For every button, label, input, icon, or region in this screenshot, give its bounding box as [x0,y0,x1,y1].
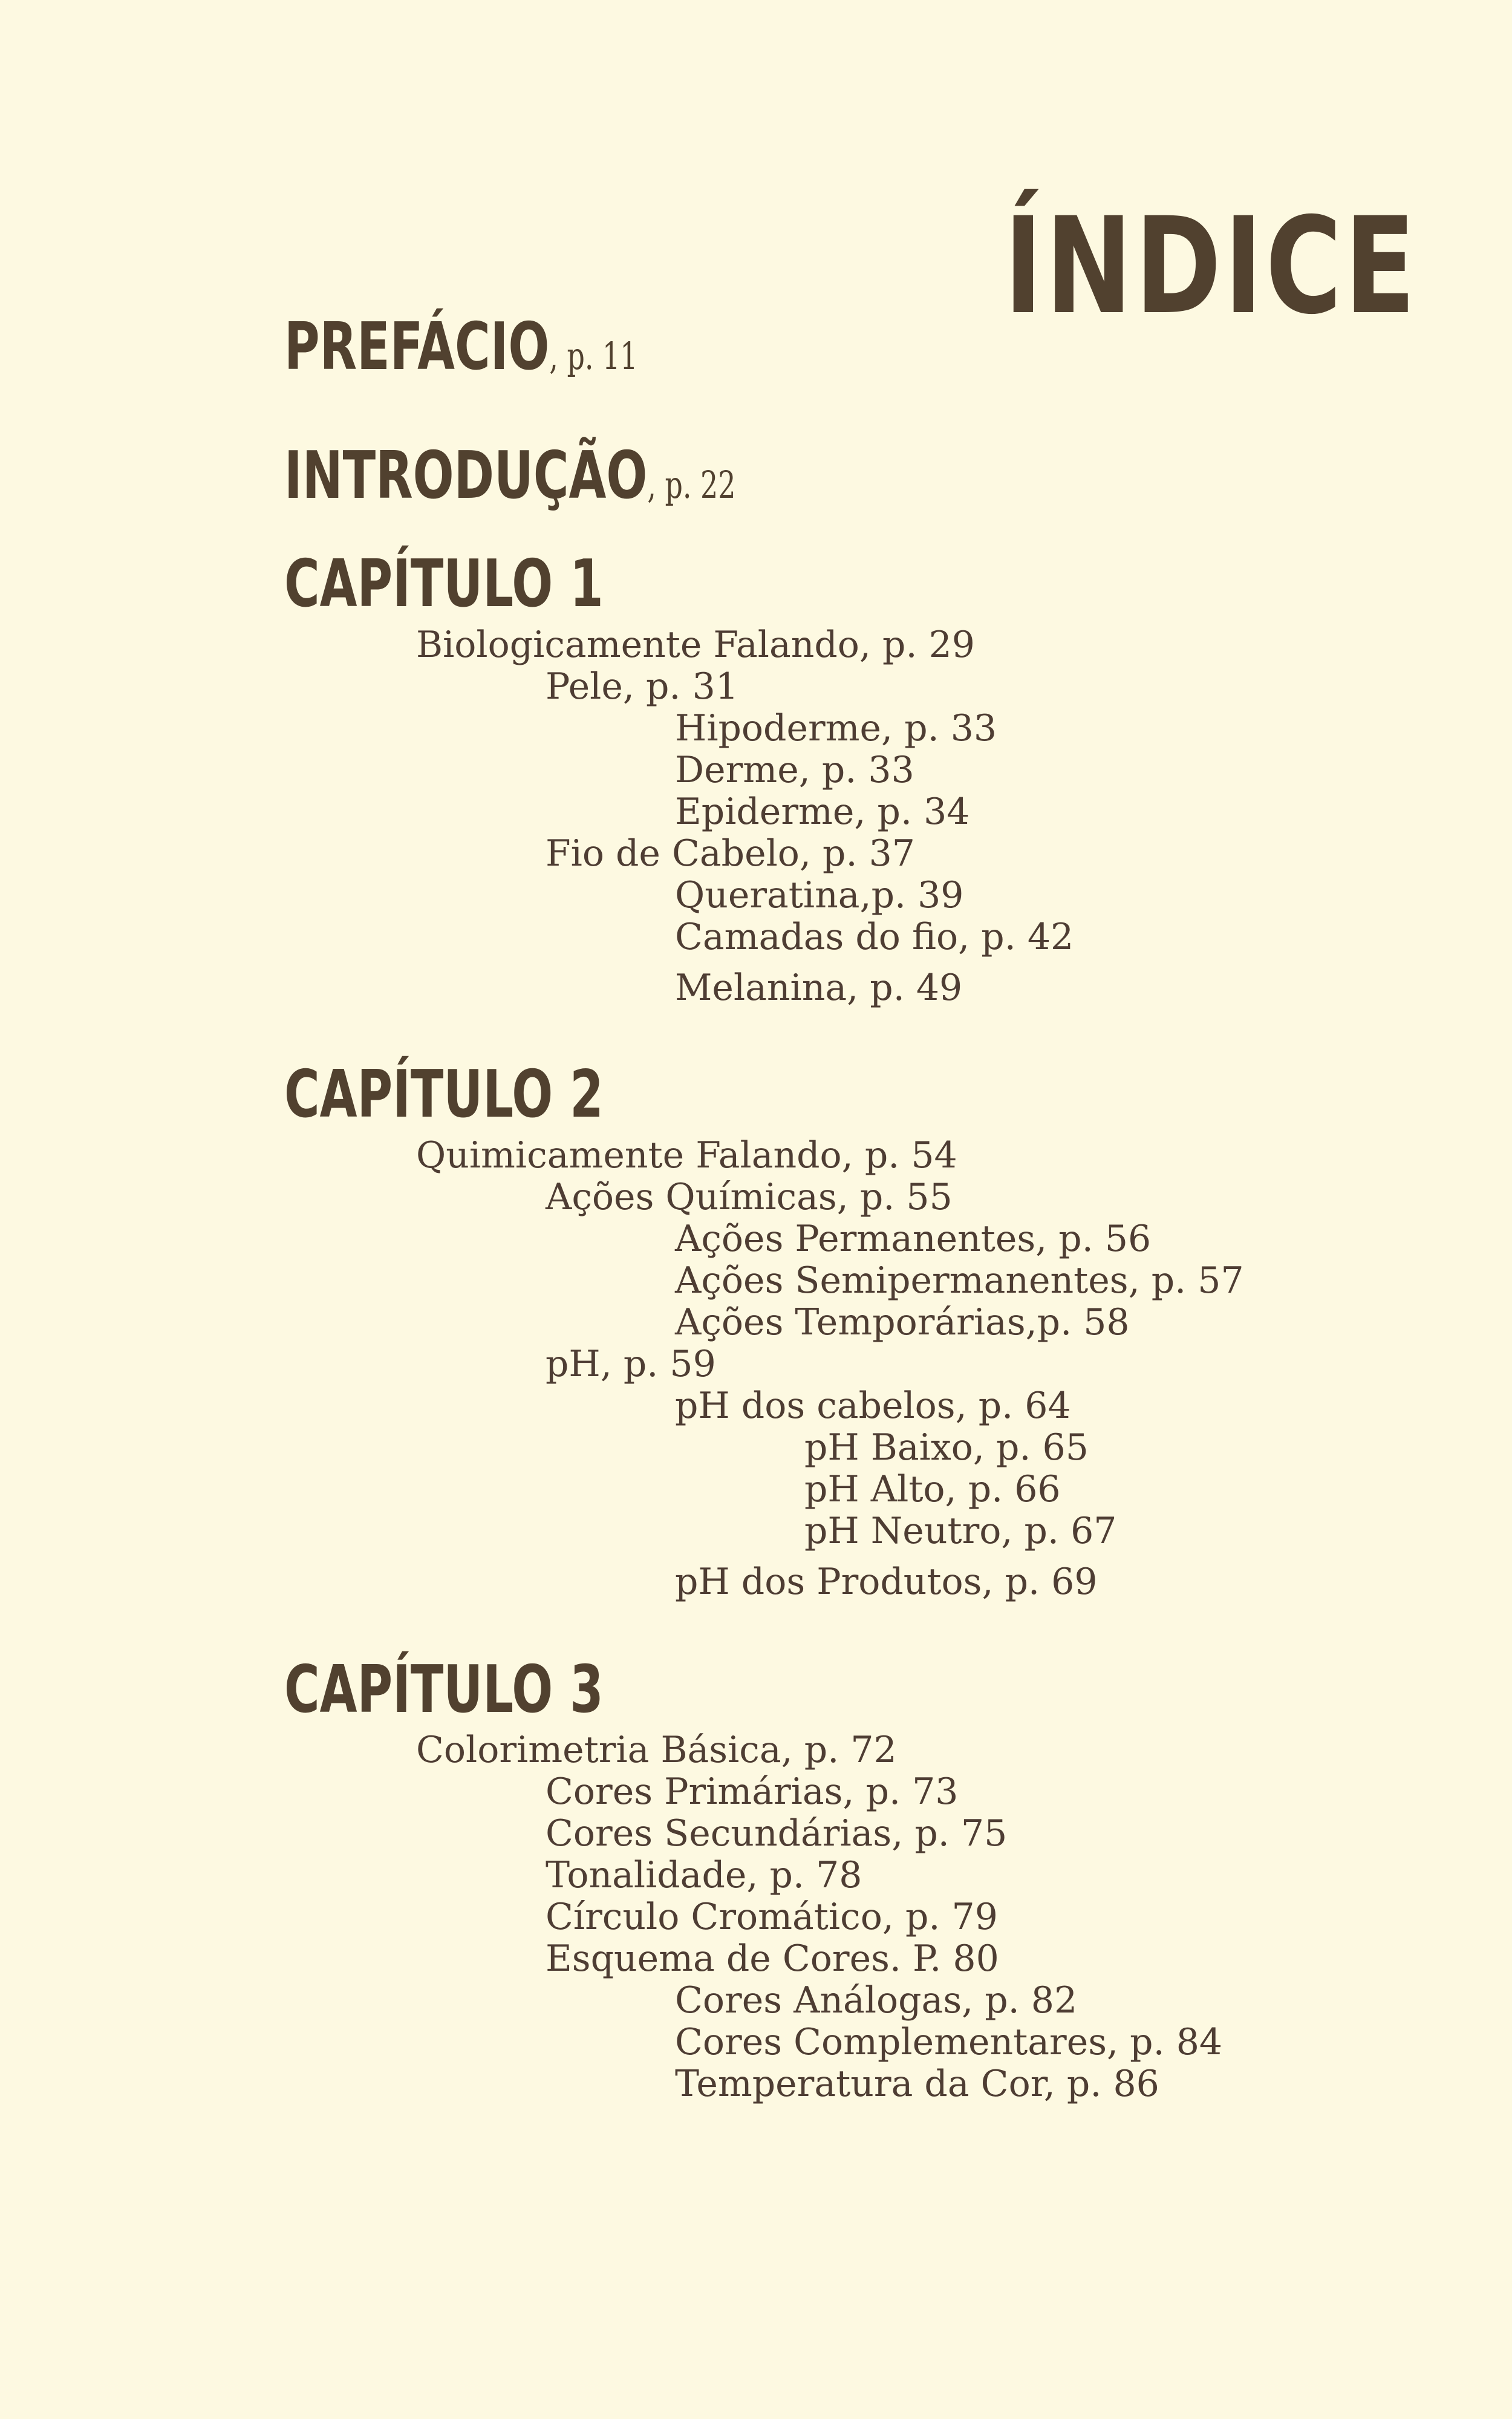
toc-entry: Cores Secundárias, p. 75 [546,1812,1008,1855]
toc-entry: pH, p. 59 [546,1343,716,1385]
toc-entry: pH Baixo, p. 65 [804,1426,1089,1469]
toc-entry: Colorimetria Básica, p. 72 [416,1729,897,1771]
toc-entry: Epiderme, p. 34 [675,791,970,833]
introducao-page: , p. 22 [647,463,736,507]
toc-entry: Derme, p. 33 [675,749,914,791]
toc-heading-prefacio [284,309,638,385]
toc-heading-introducao [284,438,736,514]
toc-entry: Cores Complementares, p. 84 [675,2021,1223,2063]
toc-entry: Queratina,p. 39 [675,874,964,916]
toc-entry: pH dos Produtos, p. 69 [675,1561,1098,1603]
chapter-heading-1: CAPÍTULO 1 [284,546,604,622]
toc-entry: Quimicamente Falando, p. 54 [416,1134,957,1177]
prefacio-page: , p. 11 [549,334,638,378]
toc-entry: Ações Permanentes, p. 56 [675,1218,1152,1260]
toc-entry: Hipoderme, p. 33 [675,707,997,749]
toc-entry: Cores Primárias, p. 73 [546,1771,959,1813]
toc-entry: Ações Temporárias,p. 58 [675,1301,1130,1343]
toc-entry: Pele, p. 31 [546,665,738,708]
introducao-label: INTRODUÇÃO [284,438,648,514]
toc-entry: Camadas do fio, p. 42 [675,916,1074,958]
toc-entry: pH Alto, p. 66 [804,1468,1061,1510]
page-title: ÍNDICE [1004,189,1418,344]
toc-entry: Fio de Cabelo, p. 37 [546,832,915,875]
toc-entry: Ações Semipermanentes, p. 57 [675,1259,1244,1302]
toc-entry: Biologicamente Falando, p. 29 [416,624,975,666]
chapter-heading-3: CAPÍTULO 3 [284,1652,604,1728]
toc-entry: Temperatura da Cor, p. 86 [675,2063,1159,2105]
toc-entry: Cores Análogas, p. 82 [675,1979,1078,2022]
toc-entry: Círculo Cromático, p. 79 [546,1896,998,1938]
prefacio-label: PREFÁCIO [284,309,550,385]
toc-entry: pH Neutro, p. 67 [804,1510,1117,1552]
toc-entry: Esquema de Cores. P. 80 [546,1937,999,1980]
toc-entry: Melanina, p. 49 [675,967,963,1009]
toc-entry: Ações Químicas, p. 55 [546,1176,953,1218]
toc-entry: Tonalidade, p. 78 [546,1854,862,1896]
chapter-heading-2: CAPÍTULO 2 [284,1057,604,1132]
toc-entry: pH dos cabelos, p. 64 [675,1385,1071,1427]
